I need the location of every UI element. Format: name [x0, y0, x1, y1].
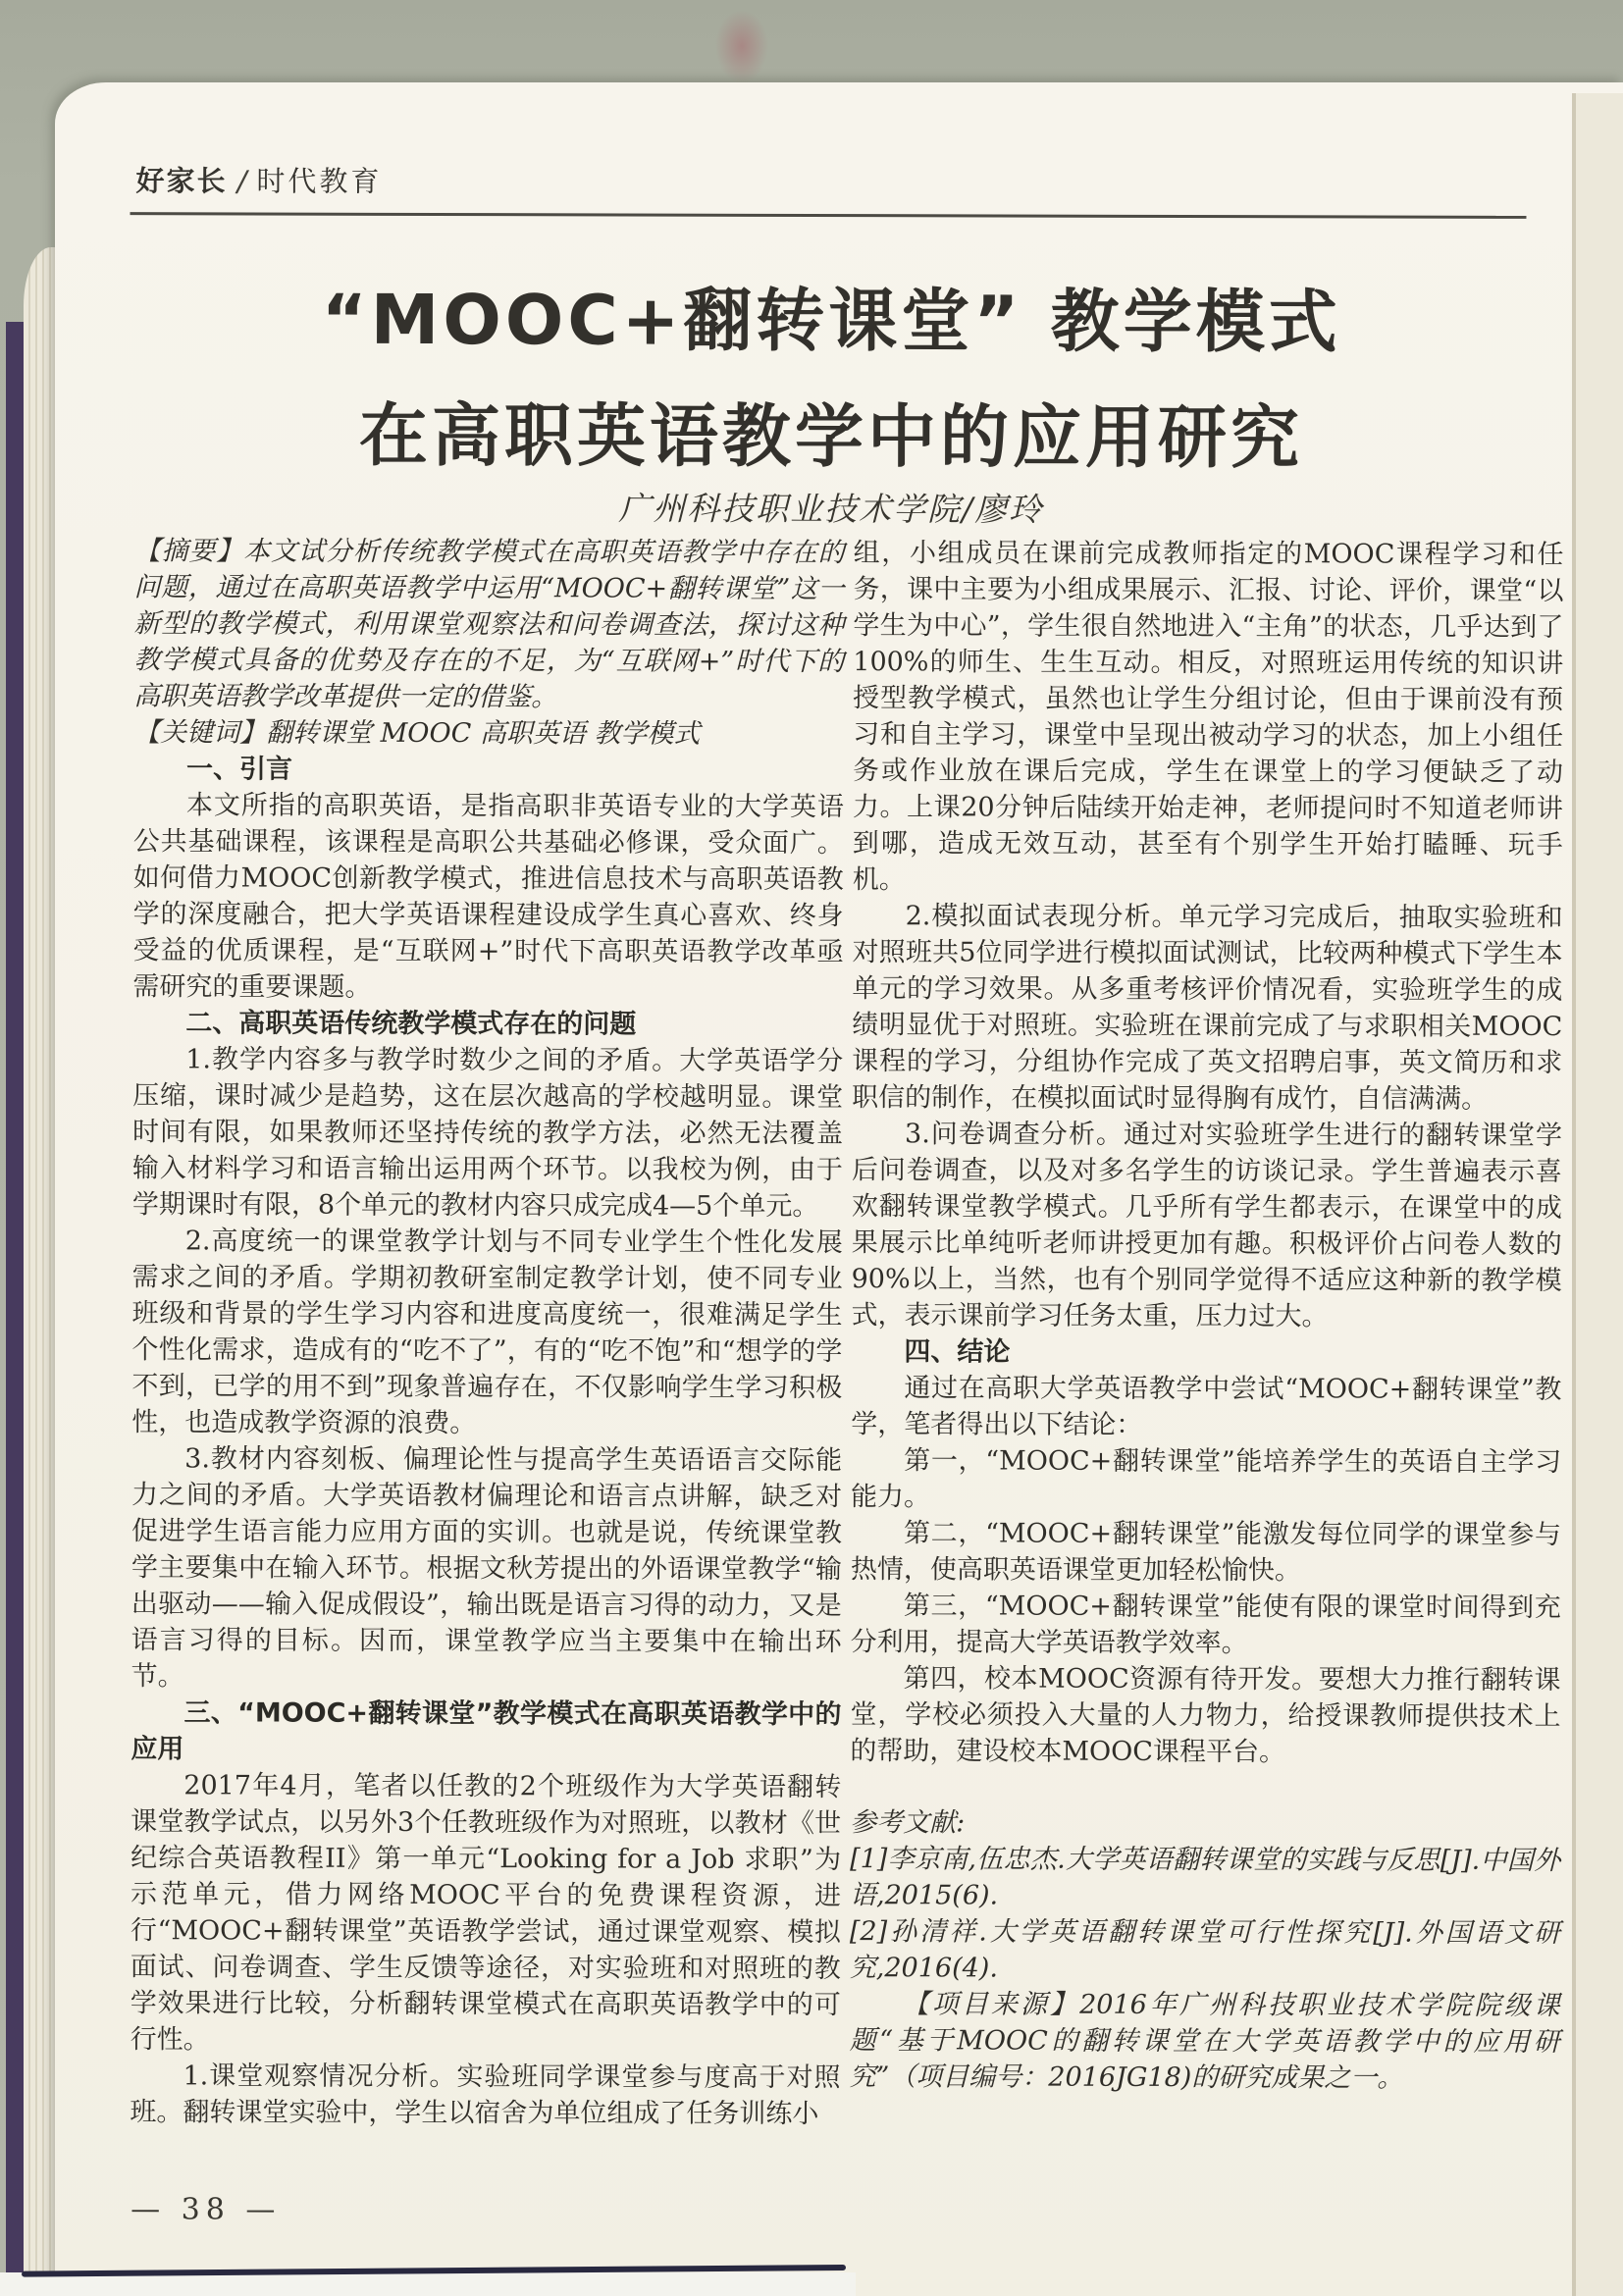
paragraph-conclusion-1: 第一，“MOOC+翻转课堂”能培养学生的英语自主学习能力。: [851, 1445, 1562, 1513]
paragraph-experiment-setup: 2017年4月，笔者以任教的2个班级作为大学英语翻转课堂教学试点，以另外3个任教班级作为对照班，以教材《世纪综合英语教程II》第一单元“Looking for a Job 求职”为示范单元，借力网络MOOC平台的免费课程资源，进行“MOOC+翻转课堂”英语教学尝试，通过课堂观察、模拟面试、问卷调查、学生反馈等途径，对实验班和对照班的教学效果进行比较，分析翻转课堂模式在高职英语教学中的可行性。: [130, 1770, 842, 2056]
paragraph-problem-1: 1.教学内容多与教学时数少之间的矛盾。大学英语学分压缩，课时减少是趋势，这在层次越高的学校越明显。课堂时间有限，如果教师还坚持传统的教学方法，必然无法覆盖输入材料学习和语言输出运用两个环节。以我校为例，由于学期课时有限，8个单元的教材内容只成完成4—5个单元。: [131, 1044, 844, 1223]
page-number: — 38 —: [131, 2192, 282, 2227]
abstract-paragraph: 【摘要】本文试分析传统教学模式在高职英语教学中存在的问题，通过在高职英语教学中运用“MOOC+翻转课堂”这一新型的教学模式，利用课堂观察法和问卷调查法，探讨这种教学模式具备的优势及存在的不足，为“互联网+”时代下的高职英语教学改革提供一定的借鉴。: [133, 536, 845, 713]
paragraph-conclusion-2: 第二，“MOOC+翻转课堂”能激发每位同学的课堂参与热情，使高职英语课堂更加轻松愉快。: [850, 1518, 1562, 1587]
paragraph-conclusion-3: 第三，“MOOC+翻转课堂”能使有限的课堂时间得到充分利用，提高大学英语教学效率。: [850, 1591, 1561, 1659]
journal-section: 时代教育: [256, 164, 383, 198]
paragraph-mock-interview: 2.模拟面试表现分析。单元学习完成后，抽取实验班和对照班共5位同学进行模拟面试测试，比较两种模式下学生本单元的学习效果。从多重考核评价情况看，实验班学生的成绩明显优于对照班。实验班在课前完成了与求职相关MOOC课程的学习，分组协作完成了英文招聘启事，英文简历和求职信的制作，在模拟面试时显得胸有成竹，自信满满。: [852, 901, 1563, 1115]
section-heading-application: 三、“MOOC+翻转课堂”教学模式在高职英语教学中的应用: [131, 1697, 842, 1765]
section-heading-conclusion: 四、结论: [904, 1336, 1011, 1368]
section-heading-problems: 二、高职英语传统教学模式存在的问题: [185, 1008, 637, 1040]
header-divider: /: [236, 164, 247, 198]
paragraph-problem-2: 2.高度统一的课堂教学计划与不同专业学生个性化发展需求之间的矛盾。学期初教研室制定教学计划，使不同专业班级和背景的学生学习内容和进度高度统一，很难满足学生个性化需求，造成有的“吃不了”，有的“吃不饱”和“想学的学不到，已学的用不到”现象普遍存在，不仅影响学生学习积极性，也造成教学资源的浪费。: [131, 1226, 843, 1439]
article-title: [159, 261, 1504, 496]
paragraph-questionnaire: 3.问卷调查分析。通过对实验班学生进行的翻转课堂学后问卷调查，以及对多名学生的访谈记录。学生普遍表示喜欢翻转课堂教学模式。几乎所有学生都表示，在课堂中的成果展示比单纯听老师讲授更加有趣。积极评价占问卷人数的90%以上，当然，也有个别同学觉得不适应这种新的教学模式，表示课前学习任务太重，压力过大。: [851, 1119, 1563, 1332]
reference-item-2: [2]孙清祥.大学英语翻转课堂可行性探究[J].外国语文研究,2016(4).: [849, 1916, 1560, 1984]
journal-brand: 好家长: [135, 164, 228, 198]
paragraph-conclusion-4: 第四，校本MOOC资源有待开发。要想大力推行翻转课堂，学校必须投入大量的人力物力，给授课教师提供技术上的帮助，建设校本MOOC课程平台。: [850, 1663, 1561, 1768]
project-source-note: 【项目来源】2016年广州科技职业技术学院院级课题“基于MOOC的翻转课堂在大学英语教学中的应用研究”（项目编号：2016JG18)的研究成果之一。: [849, 1989, 1560, 2094]
references-title: 参考文献:: [850, 1807, 966, 1839]
left-column: [130, 533, 844, 2132]
reference-item-1: [1]李京南,伍忠杰.大学英语翻转课堂的实践与反思[J].中国外语,2015(6).: [849, 1844, 1561, 1911]
paragraph-observation-start: 1.课堂观察情况分析。实验班同学课堂参与度高于对照班。翻转课堂实验中，学生以宿舍为单位组成了任务训练小: [130, 2061, 841, 2130]
right-column: [849, 535, 1563, 2097]
paragraph-problem-3: 3.教材内容刻板、偏理论性与提高学生英语语言交际能力之间的矛盾。大学英语教材偏理论和语言点讲解，缺乏对促进学生语言能力应用方面的实训。也就是说，传统课堂教学主要集中在输入环节。根据文秋芳提出的外语课堂教学“输出驱动——输入促成假设”，输出既是语言习得的动力，又是语言习得的目标。因而，课堂教学应当主要集中在输出环节。: [131, 1443, 843, 1693]
section-heading-introduction: 一、引言: [185, 754, 293, 785]
header-rule: [130, 212, 1526, 219]
paragraph-observation-continued: 组，小组成员在课前完成教师指定的MOOC课程学习和任务，课中主要为小组成果展示、汇报、讨论、评价，课堂“以学生为中心”，学生很自然地进入“主角”的状态，几乎达到了100%的师生、生生互动。相反，对照班运用传统的知识讲授型教学模式，虽然也让学生分组讨论，但由于课前没有预习和自主学习，课堂中呈现出被动学习的状态，加上小组任务或作业放在课后完成，学生在课堂上的学习便缺乏了动力。上课20分钟后陆续开始走神，老师提问时不知道老师讲到哪，造成无效互动，甚至有个别学生开始打瞌睡、玩手机。: [852, 538, 1564, 896]
paragraph-conclusion-intro: 通过在高职大学英语教学中尝试“MOOC+翻转课堂”教学，笔者得出以下结论：: [851, 1373, 1562, 1440]
article-title-line2: 在高职英语教学中的应用研究: [358, 394, 1304, 479]
keywords-paragraph: 【关键词】翻转课堂 MOOC 高职英语 教学模式: [133, 717, 701, 750]
article-title-line1: “MOOC+翻转课堂” 教学模式: [321, 279, 1341, 363]
journal-header: [136, 161, 725, 202]
paragraph-introduction: 本文所指的高职英语，是指高职非英语专业的大学英语公共基础课程，该课程是高职公共基础必修课，受众面广。如何借力MOOC创新教学模式，推进信息技术与高职英语教学的深度融合，把大学英语课程建设成学生真心喜欢、终身受益的优质课程，是“互联网+”时代下高职英语教学改革亟需研究的重要课题。: [132, 790, 844, 1003]
article-author: 广州科技职业技术学院/廖玲: [618, 489, 1044, 529]
